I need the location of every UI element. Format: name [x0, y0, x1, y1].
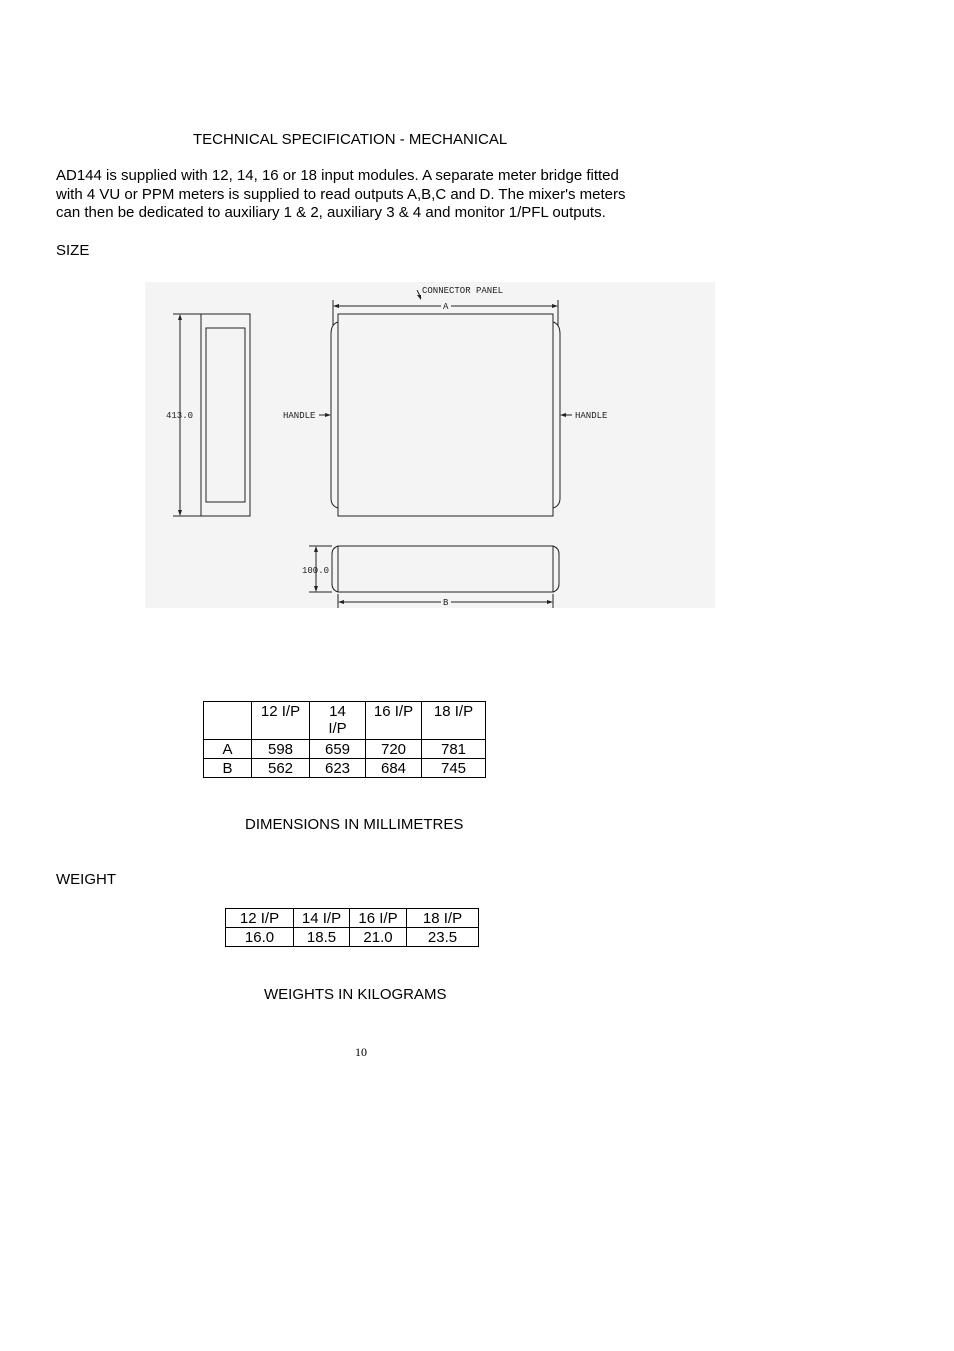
intro-paragraph — [56, 167, 686, 223]
table-cell: A — [204, 740, 252, 759]
table-cell: 781 — [422, 740, 486, 759]
intro-line: with 4 VU or PPM meters is supplied to read outputs A,B,C and D. The mixer's meters — [56, 185, 626, 203]
table-header-cell: 12 I/P — [226, 909, 294, 928]
page-title: TECHNICAL SPECIFICATION - MECHANICAL — [193, 131, 508, 148]
dimension-b-label: B — [443, 598, 449, 608]
table-cell: 745 — [422, 759, 486, 778]
page-number: 10 — [355, 1045, 367, 1059]
table-header-cell: 14 I/P — [310, 702, 366, 740]
size-heading: SIZE — [56, 242, 90, 259]
table-cell: 562 — [252, 759, 310, 778]
dimensions-caption: DIMENSIONS IN MILLIMETRES — [245, 816, 464, 833]
handle-left-label: HANDLE — [283, 411, 316, 421]
intro-line: AD144 is supplied with 12, 14, 16 or 18 input modules. A separate meter bridge fitted — [56, 167, 619, 184]
table-header-cell: 18 I/P — [422, 702, 486, 740]
height-dimension-label: 413.0 — [166, 411, 194, 421]
table-cell: 16.0 — [226, 928, 294, 947]
depth-dimension-label: 100.0 — [302, 566, 330, 576]
table-header-row — [226, 909, 479, 928]
weights-table — [225, 908, 479, 947]
table-cell: 659 — [310, 740, 366, 759]
connector-panel-label: CONNECTOR PANEL — [422, 286, 504, 296]
drawing-background — [145, 282, 715, 608]
table-header-cell: 18 I/P — [407, 909, 479, 928]
weight-heading: WEIGHT — [56, 871, 116, 888]
table-header-cell: 14 I/P — [294, 909, 350, 928]
table-row — [226, 928, 479, 947]
dimension-a-label: A — [443, 302, 449, 312]
table-row — [204, 759, 486, 778]
table-header-cell — [204, 702, 252, 740]
table-cell: 623 — [310, 759, 366, 778]
weights-caption: WEIGHTS IN KILOGRAMS — [264, 986, 447, 1003]
table-cell: 18.5 — [294, 928, 350, 947]
table-row — [204, 740, 486, 759]
table-header-cell: 16 I/P — [350, 909, 407, 928]
table-cell: B — [204, 759, 252, 778]
table-cell: 23.5 — [407, 928, 479, 947]
mechanical-drawing — [145, 282, 715, 608]
table-cell: 720 — [366, 740, 422, 759]
handle-right-label: HANDLE — [575, 411, 608, 421]
intro-line: can then be dedicated to auxiliary 1 & 2, auxiliary 3 & 4 and monitor 1/PFL outputs. — [56, 204, 606, 221]
dimensions-table — [203, 701, 486, 778]
table-header-cell: 16 I/P — [366, 702, 422, 740]
table-cell: 684 — [366, 759, 422, 778]
table-header-row — [204, 702, 486, 740]
table-cell: 21.0 — [350, 928, 407, 947]
table-header-cell: 12 I/P — [252, 702, 310, 740]
table-cell: 598 — [252, 740, 310, 759]
